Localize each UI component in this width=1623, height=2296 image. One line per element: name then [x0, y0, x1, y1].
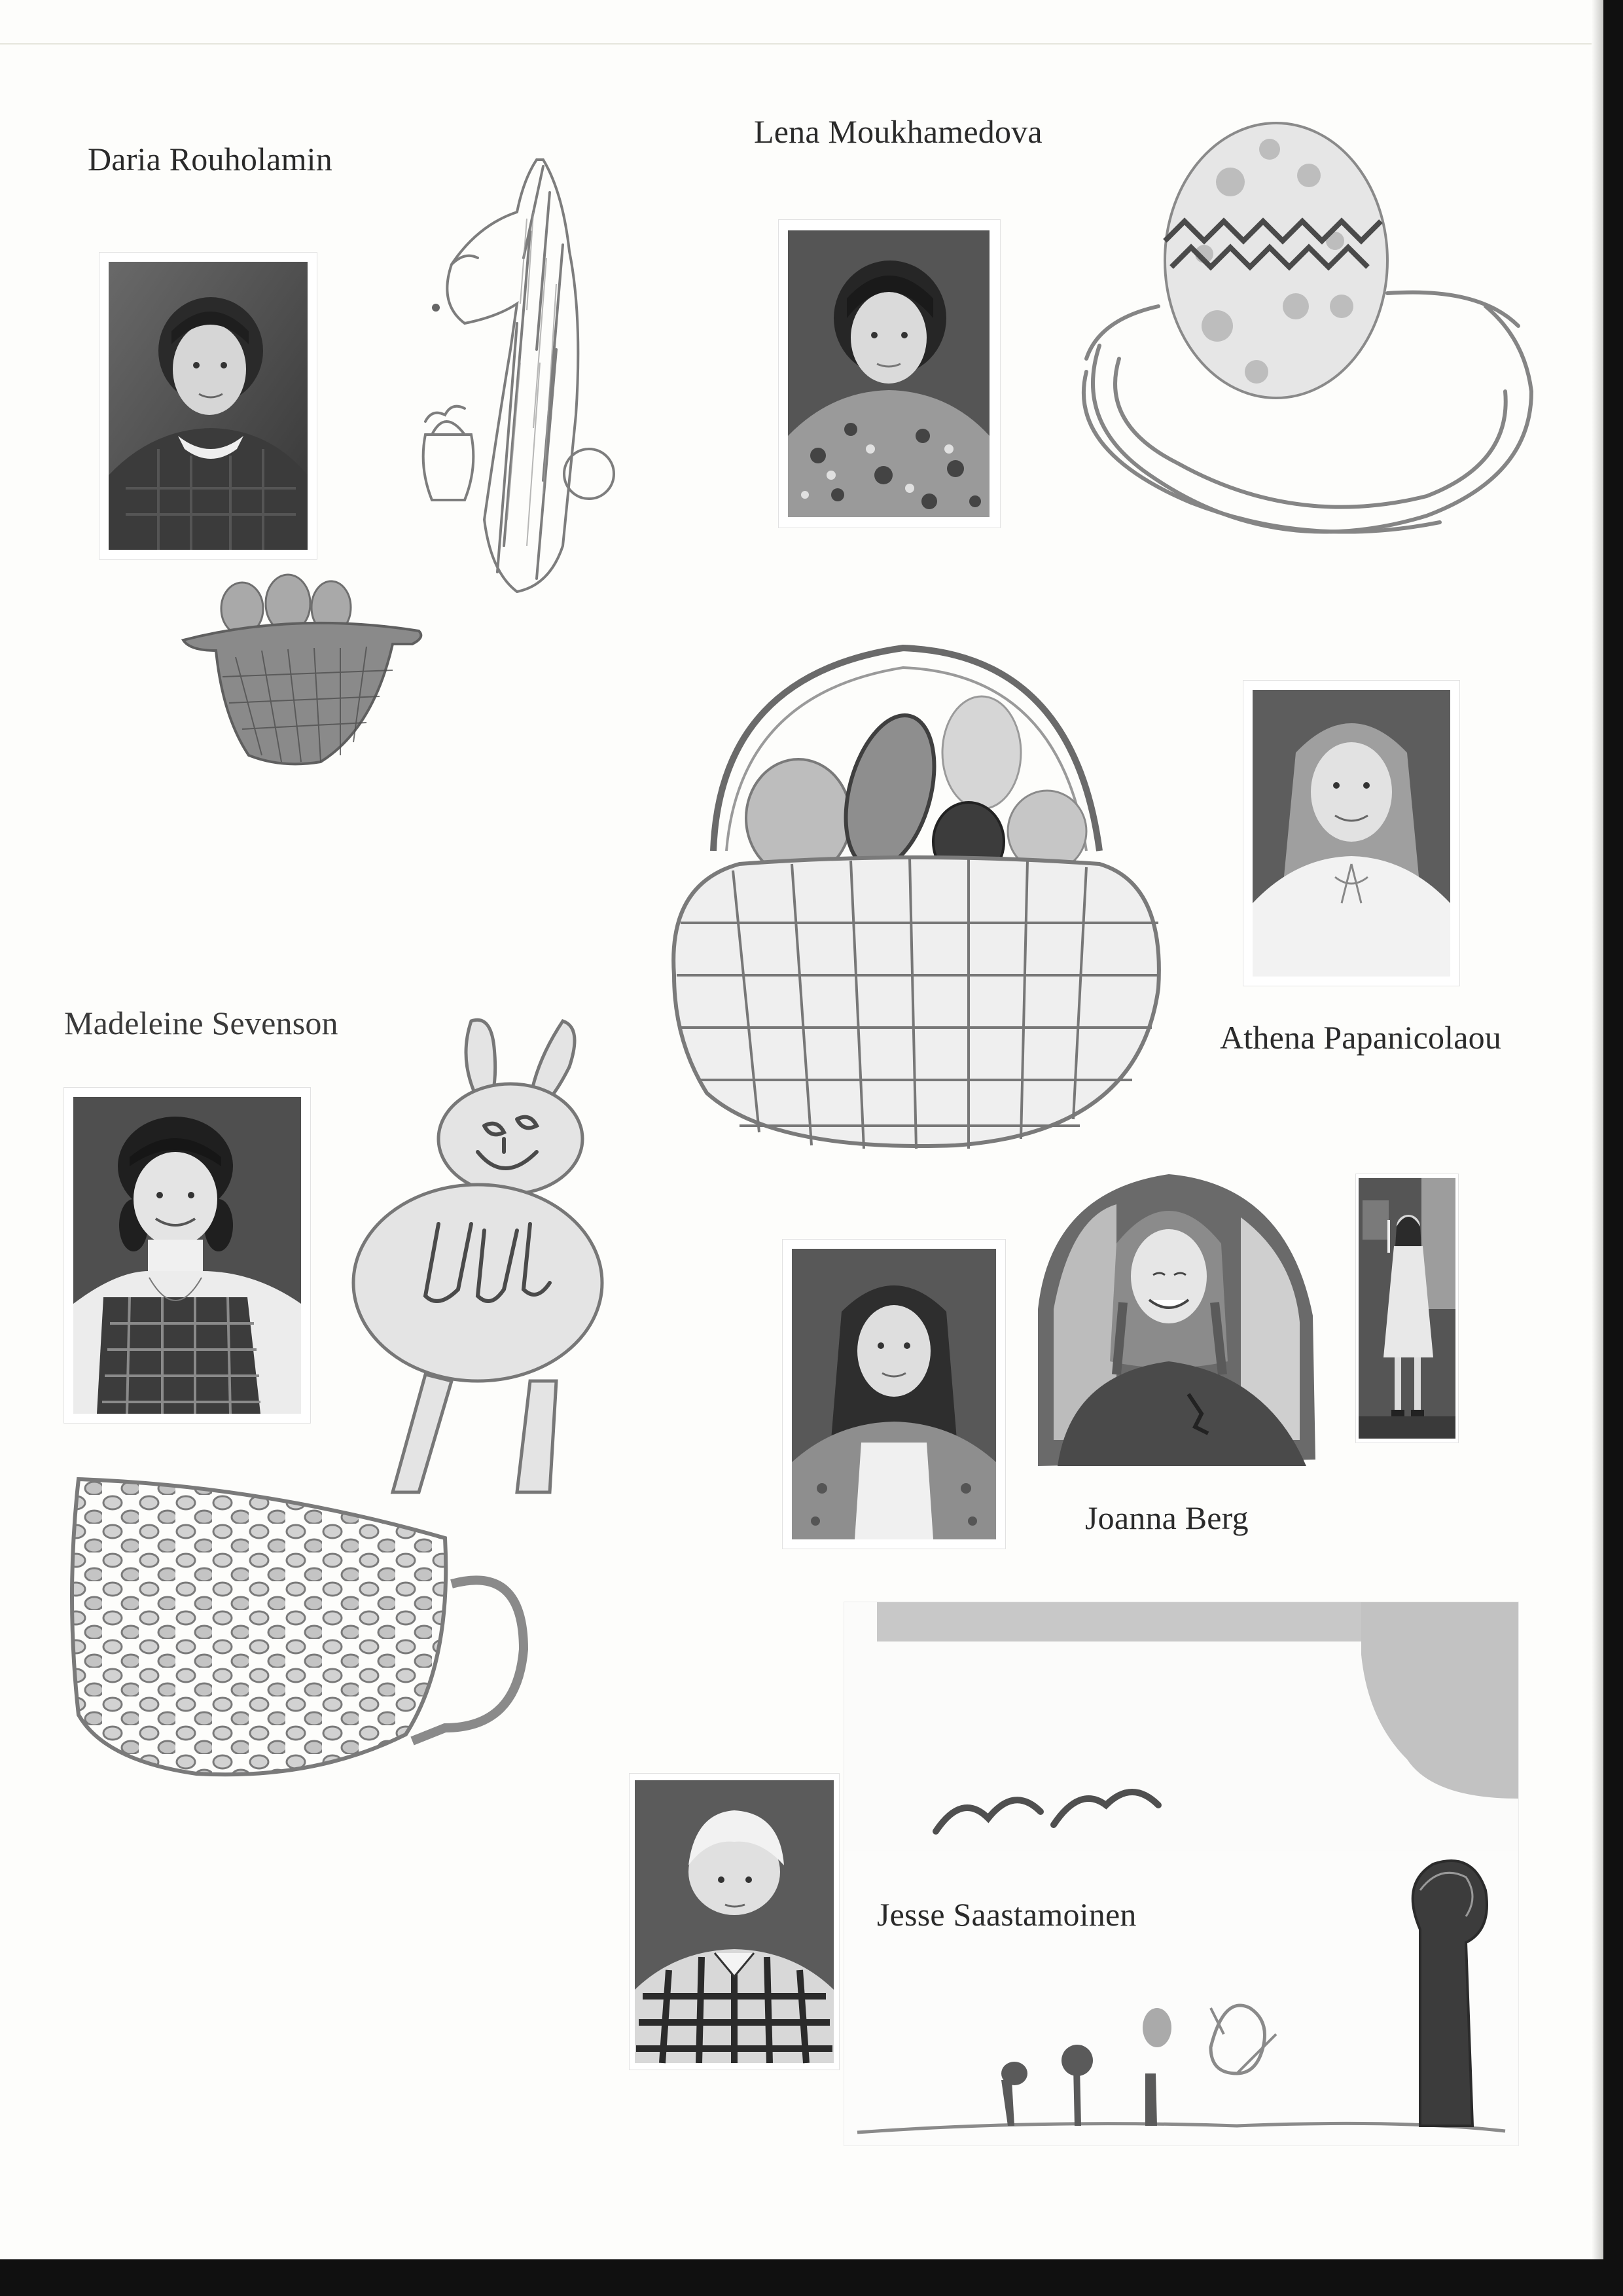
landscape-with-trees-drawing — [844, 1602, 1518, 2145]
name-daria: Daria Rouholamin — [88, 141, 332, 177]
scan-top-edge — [0, 43, 1597, 45]
name-joanna: Joanna Berg — [1085, 1499, 1249, 1536]
name-lena: Lena Moukhamedova — [754, 113, 1043, 150]
bunny-basket-svg — [386, 153, 615, 598]
portrait-daria-image — [99, 253, 317, 559]
patterned-cup-drawing — [65, 1466, 537, 1780]
portrait-jesse-image — [630, 1774, 839, 2070]
portrait-athena-image — [1243, 681, 1459, 986]
portrait-photo-madeleine — [64, 1088, 310, 1423]
portrait-photo-jesse — [630, 1774, 839, 2070]
page-right-edge-shadow — [1592, 0, 1603, 2259]
portrait-lena-image — [779, 220, 1000, 528]
photo-standing-girl — [1356, 1174, 1458, 1443]
portrait-madeleine-image — [64, 1088, 310, 1423]
portrait-photo-girl-center — [783, 1240, 1005, 1549]
name-jesse: Jesse Saastamoinen — [877, 1896, 1137, 1933]
egg-nest-svg — [1060, 110, 1544, 562]
portrait-photo-lena — [779, 220, 1000, 528]
big-basket-svg — [654, 635, 1178, 1152]
name-athena: Athena Papanicolaou — [1220, 1019, 1502, 1056]
landscape-svg — [844, 1602, 1518, 2145]
egg-basket-svg — [177, 572, 425, 775]
easter-egg-in-nest-drawing — [1060, 110, 1544, 562]
portrait-girl-center-image — [783, 1240, 1005, 1549]
portrait-photo-athena — [1243, 681, 1459, 986]
basket-of-eggs-drawing — [654, 635, 1178, 1152]
smiling-bunny-drawing — [340, 1008, 622, 1512]
portrait-joanna-arched-image — [1031, 1165, 1319, 1466]
standing-girl-image — [1356, 1174, 1458, 1443]
egg-basket-drawing — [177, 572, 425, 775]
portrait-photo-daria — [99, 253, 317, 559]
bunny-svg — [340, 1008, 622, 1512]
bunny-holding-basket-drawing — [386, 153, 615, 598]
portrait-photo-joanna-arched — [1031, 1165, 1319, 1466]
name-madeleine: Madeleine Sevenson — [64, 1005, 338, 1041]
cup-svg — [65, 1466, 537, 1780]
